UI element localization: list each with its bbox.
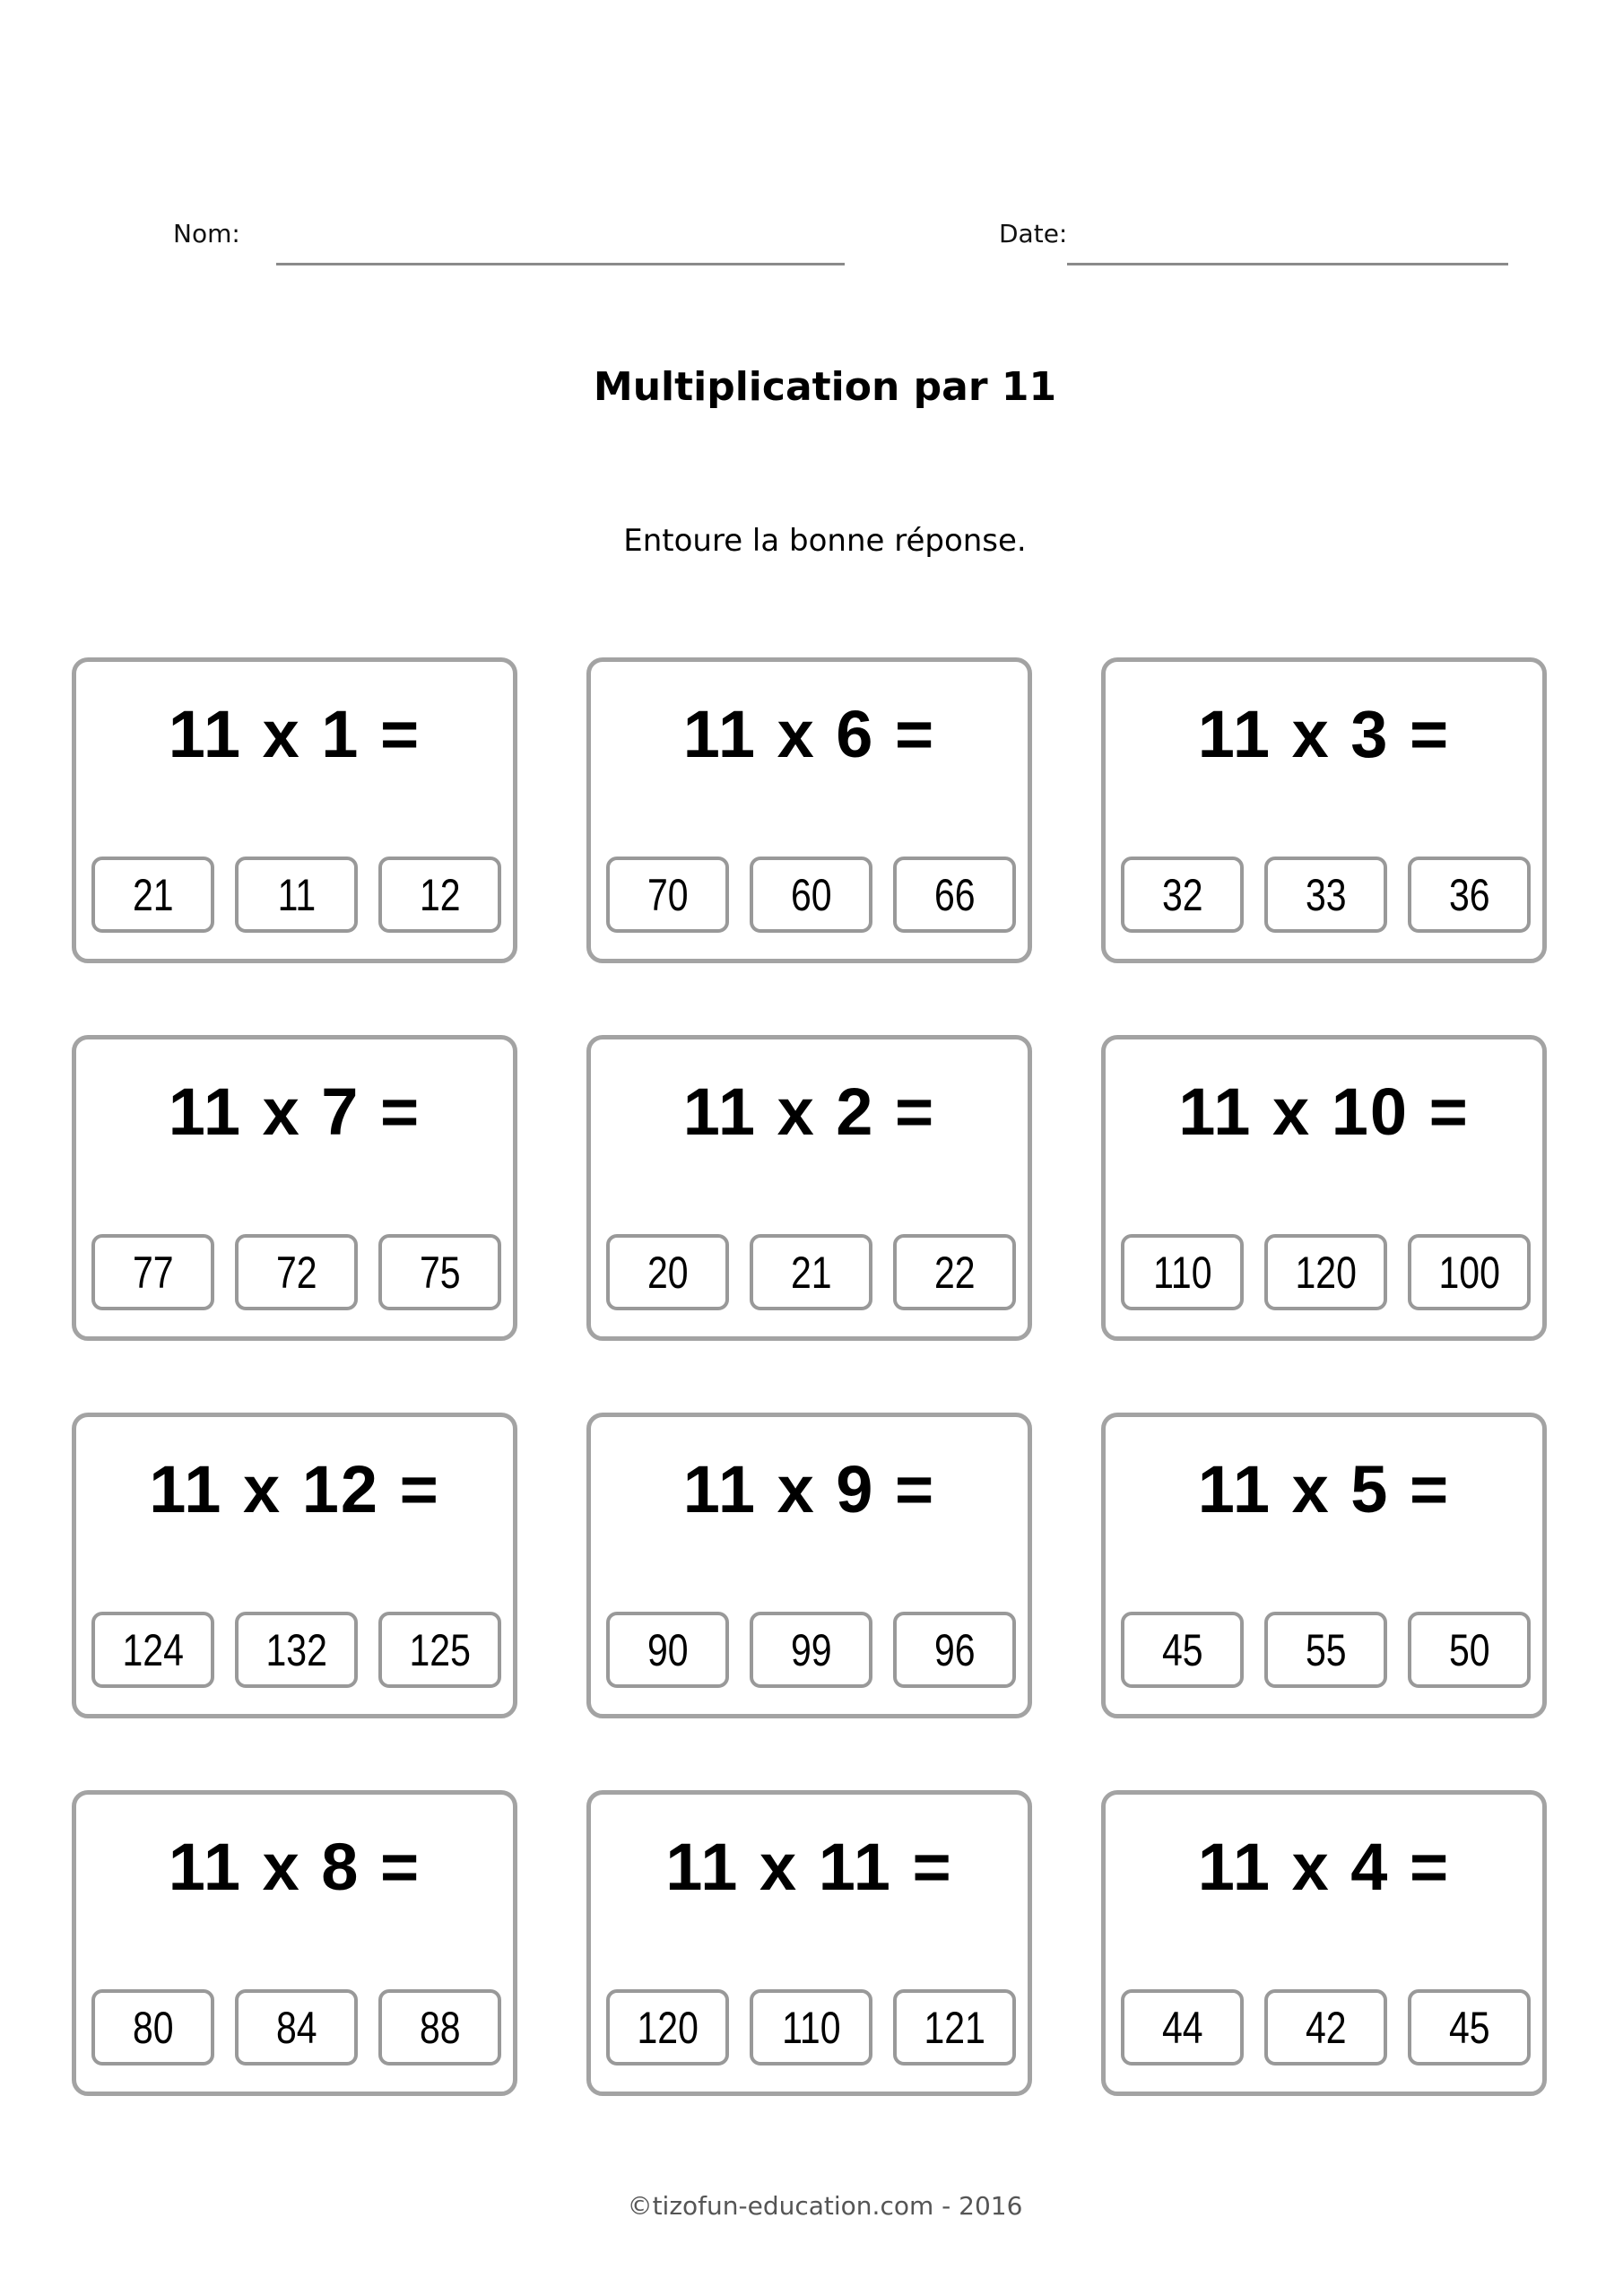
- copyright-footer: ©tizofun-education.com - 2016: [627, 2191, 1023, 2221]
- answer-choices: [91, 1989, 501, 2066]
- problem-card: [72, 1413, 517, 1718]
- problem-card: [1101, 1035, 1547, 1341]
- answer-choice[interactable]: 125: [378, 1612, 501, 1688]
- answer-choice[interactable]: 32: [1121, 857, 1244, 933]
- answer-choice[interactable]: 45: [1408, 1989, 1531, 2066]
- problem-card: [72, 1790, 517, 2096]
- problem-card: [586, 1790, 1032, 2096]
- answer-choices: [91, 1612, 501, 1688]
- answer-choice[interactable]: 124: [91, 1612, 214, 1688]
- answer-choice[interactable]: 96: [893, 1612, 1016, 1688]
- answer-choices: [91, 1234, 501, 1310]
- problem-text: 11 x 10 =: [1178, 1074, 1470, 1149]
- problem-text: 11 x 5 =: [1197, 1452, 1451, 1526]
- answer-choice[interactable]: 84: [235, 1989, 358, 2066]
- answer-choice[interactable]: 100: [1408, 1234, 1531, 1310]
- answer-choice[interactable]: 120: [606, 1989, 729, 2066]
- problem-card: [586, 657, 1032, 963]
- problem-card: [1101, 657, 1547, 963]
- answer-choices: [606, 857, 1016, 933]
- instruction-text: Entoure la bonne réponse.: [623, 523, 1027, 559]
- problem-text: 11 x 9 =: [682, 1452, 936, 1526]
- answer-choice[interactable]: 21: [91, 857, 214, 933]
- answer-choice[interactable]: 55: [1264, 1612, 1387, 1688]
- answer-choice[interactable]: 60: [750, 857, 872, 933]
- page-title: Multiplication par 11: [593, 364, 1057, 410]
- answer-choice[interactable]: 20: [606, 1234, 729, 1310]
- problem-card: [72, 1035, 517, 1341]
- answer-choice[interactable]: 72: [235, 1234, 358, 1310]
- problem-card: [586, 1035, 1032, 1341]
- answer-choice[interactable]: 66: [893, 857, 1016, 933]
- answer-choice[interactable]: 110: [1121, 1234, 1244, 1310]
- problem-text: 11 x 11 =: [665, 1830, 953, 1904]
- answer-choice[interactable]: 90: [606, 1612, 729, 1688]
- problem-text: 11 x 12 =: [149, 1452, 440, 1526]
- answer-choice[interactable]: 44: [1121, 1989, 1244, 2066]
- answer-choices: [606, 1989, 1016, 2066]
- answer-choice[interactable]: 99: [750, 1612, 872, 1688]
- answer-choice[interactable]: 77: [91, 1234, 214, 1310]
- answer-choice[interactable]: 132: [235, 1612, 358, 1688]
- answer-choice[interactable]: 88: [378, 1989, 501, 2066]
- answer-choice[interactable]: 75: [378, 1234, 501, 1310]
- answer-choices: [1121, 1234, 1531, 1310]
- answer-choice[interactable]: 21: [750, 1234, 872, 1310]
- answer-choice[interactable]: 110: [750, 1989, 872, 2066]
- answer-choice[interactable]: 80: [91, 1989, 214, 2066]
- answer-choice[interactable]: 50: [1408, 1612, 1531, 1688]
- answer-choice[interactable]: 120: [1264, 1234, 1387, 1310]
- date-field-line[interactable]: [1067, 263, 1508, 265]
- problem-card: [72, 657, 517, 963]
- problem-card: [1101, 1790, 1547, 2096]
- problem-text: 11 x 8 =: [168, 1830, 421, 1904]
- answer-choice[interactable]: 11: [235, 857, 358, 933]
- answer-choices: [606, 1234, 1016, 1310]
- answer-choices: [1121, 1989, 1531, 2066]
- answer-choice[interactable]: 121: [893, 1989, 1016, 2066]
- problem-text: 11 x 7 =: [168, 1074, 421, 1149]
- problem-grid: [72, 657, 1546, 2096]
- answer-choices: [1121, 857, 1531, 933]
- problem-card: [586, 1413, 1032, 1718]
- date-label: Date:: [999, 219, 1068, 248]
- answer-choices: [606, 1612, 1016, 1688]
- answer-choices: [1121, 1612, 1531, 1688]
- problem-card: [1101, 1413, 1547, 1718]
- answer-choice[interactable]: 22: [893, 1234, 1016, 1310]
- name-label: Nom:: [173, 219, 240, 248]
- problem-text: 11 x 2 =: [682, 1074, 936, 1149]
- answer-choice[interactable]: 70: [606, 857, 729, 933]
- problem-text: 11 x 6 =: [682, 697, 936, 771]
- name-field-line[interactable]: [276, 263, 845, 265]
- problem-text: 11 x 1 =: [168, 697, 421, 771]
- answer-choice[interactable]: 36: [1408, 857, 1531, 933]
- answer-choices: [91, 857, 501, 933]
- answer-choice[interactable]: 33: [1264, 857, 1387, 933]
- answer-choice[interactable]: 45: [1121, 1612, 1244, 1688]
- answer-choice[interactable]: 42: [1264, 1989, 1387, 2066]
- problem-text: 11 x 4 =: [1197, 1830, 1451, 1904]
- answer-choice[interactable]: 12: [378, 857, 501, 933]
- problem-text: 11 x 3 =: [1197, 697, 1451, 771]
